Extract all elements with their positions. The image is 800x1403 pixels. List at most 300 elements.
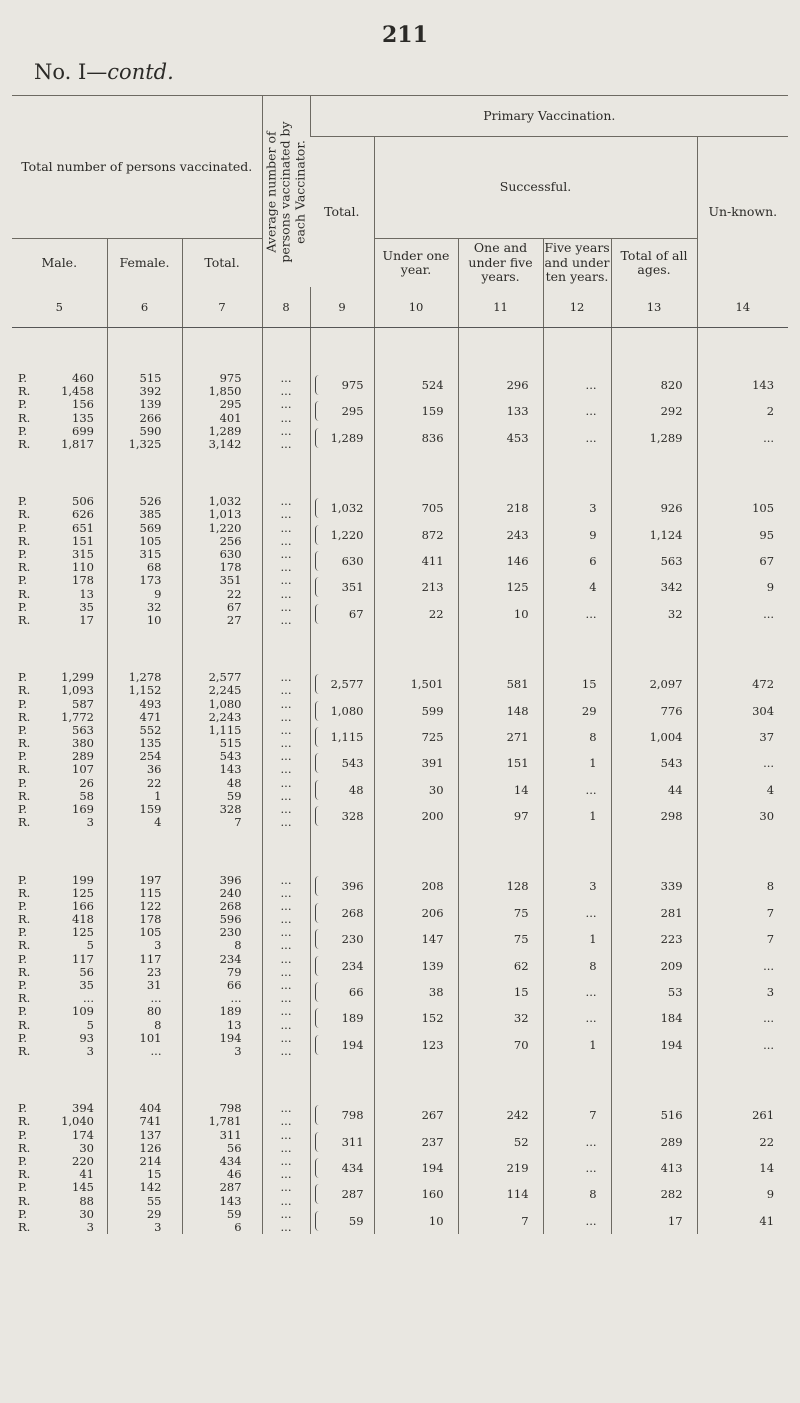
vaccination-type-label: R.: [18, 762, 31, 777]
total-value: 311: [219, 1127, 242, 1142]
spacer-cell: [12, 328, 107, 373]
under-one-value: 152: [421, 1011, 444, 1026]
total-value: 798: [219, 1101, 242, 1116]
primary-pair: [544, 750, 611, 776]
primary-total-value: 1,080: [330, 703, 364, 718]
primary-pair: [544, 953, 611, 979]
primary-pair: [375, 495, 458, 521]
primary-pair: [698, 926, 789, 952]
male-value-row: [12, 614, 107, 627]
primary-pair: [612, 522, 697, 548]
unknown-value: 14: [759, 1160, 775, 1175]
average-value: ...: [280, 802, 292, 817]
primary-pair: [375, 574, 458, 600]
primary-pair: [311, 926, 374, 952]
record-group: [12, 873, 788, 1058]
under-one-value: 524: [421, 378, 444, 392]
spacer-cell: [374, 627, 458, 671]
five-ten-value: 1: [589, 809, 597, 824]
primary-total-cell: [310, 495, 374, 627]
average-value: ...: [280, 938, 292, 953]
total-value: 2,243: [208, 709, 242, 724]
total-all-value: 1,289: [649, 430, 683, 445]
group-spacer: [12, 1058, 788, 1102]
vaccination-table: [12, 95, 788, 1234]
spacer-cell: [374, 829, 458, 873]
average-value: ...: [280, 436, 292, 451]
brace-mark: [315, 903, 322, 923]
primary-pair: [612, 1155, 697, 1181]
total-value: 8: [234, 938, 242, 953]
female-value: ...: [150, 1043, 162, 1058]
female-value: 392: [139, 384, 162, 399]
brace-mark: [315, 727, 322, 747]
primary-pair: [612, 953, 697, 979]
male-value-row: [12, 1129, 107, 1142]
male-value-row: [12, 601, 107, 614]
primary-total-value: 1,115: [330, 729, 364, 744]
total-value: 234: [219, 951, 242, 966]
total-all-value: 1,004: [649, 729, 683, 744]
record-group: [12, 495, 788, 627]
unknown-value: 7: [766, 932, 775, 947]
spacer-cell: [262, 627, 310, 671]
primary-pair: [612, 1032, 697, 1058]
primary-pair: [311, 522, 374, 548]
primary-pair: [698, 1129, 789, 1155]
total-value: 2,245: [208, 683, 242, 698]
primary-pair: [698, 750, 789, 776]
vaccination-type-label: P.: [18, 670, 28, 685]
vaccination-type-label: P.: [18, 546, 28, 561]
primary-pair: [311, 1208, 374, 1234]
primary-pair: [698, 372, 789, 398]
total-all-value: 342: [660, 580, 683, 595]
primary-pair: [375, 1129, 458, 1155]
one-five-header: One and under five years.: [458, 239, 543, 288]
spacer-cell: [543, 451, 611, 495]
total-value: 1,032: [208, 494, 242, 509]
male-value: ...: [83, 991, 94, 1006]
unknown-value: 2: [766, 404, 775, 419]
total-all-value: 292: [660, 404, 683, 419]
primary-pair: [612, 698, 697, 724]
primary-pair: [612, 1181, 697, 1207]
male-value: 460: [72, 371, 94, 386]
col-number: 10: [374, 287, 458, 328]
primary-pair: [375, 750, 458, 776]
primary-pair: [459, 803, 543, 829]
male-value: 35: [79, 599, 94, 614]
brace-mark: [315, 401, 322, 421]
average-value: ...: [280, 1043, 292, 1058]
spacer-cell: [182, 451, 262, 495]
female-value: 31: [146, 978, 162, 993]
total-value: 143: [219, 1193, 242, 1208]
five-ten-cell: [543, 873, 611, 1058]
average-cell: [262, 1102, 310, 1234]
female-value: 142: [139, 1180, 162, 1195]
primary-pair: [375, 398, 458, 424]
primary-pair: [612, 900, 697, 926]
primary-pair: [311, 777, 374, 803]
under-one-cell: [374, 873, 458, 1058]
primary-pair: [698, 1155, 789, 1181]
average-value: ...: [280, 991, 292, 1006]
total-cell: [182, 873, 262, 1058]
primary-pair: [698, 574, 789, 600]
male-value: 125: [72, 885, 94, 900]
primary-total-value: 287: [341, 1187, 364, 1202]
male-value: 166: [72, 898, 94, 913]
primary-pair: [459, 372, 543, 398]
male-value-row: [12, 398, 107, 411]
vaccination-type-label: R.: [18, 410, 31, 425]
male-value-row: [12, 1181, 107, 1194]
one-five-value: 151: [506, 756, 529, 771]
vaccination-type-label: R.: [18, 436, 31, 451]
unknown-value: 105: [752, 501, 775, 516]
male-value: 380: [72, 736, 94, 751]
record-group: [12, 1102, 788, 1234]
page-number: 211: [382, 22, 428, 48]
primary-pair: [612, 803, 697, 829]
under-one-value: 267: [421, 1108, 444, 1123]
spacer-cell: [262, 829, 310, 873]
primary-pair: [698, 522, 789, 548]
female-value: 3: [154, 938, 162, 953]
brace-mark: [315, 1035, 322, 1055]
spacer-cell: [12, 627, 107, 671]
male-value: 178: [72, 573, 94, 588]
spacer-cell: [182, 627, 262, 671]
vaccination-type-label: R.: [18, 586, 31, 601]
under-one-value: 123: [421, 1037, 444, 1052]
primary-pair: [612, 926, 697, 952]
brace-mark: [315, 428, 322, 448]
male-value: 169: [72, 802, 94, 817]
total-value: 2,577: [208, 670, 242, 685]
total-value: 240: [219, 885, 242, 900]
total-value: 178: [219, 560, 242, 575]
total-all-cell: [611, 873, 697, 1058]
five-ten-value: 3: [589, 879, 597, 894]
primary-pair: [612, 1129, 697, 1155]
unknown-value: ...: [763, 1037, 775, 1052]
primary-total-value: 2,577: [330, 677, 364, 692]
one-five-value: 14: [513, 782, 529, 797]
primary-pair: [459, 1005, 543, 1031]
female-value: 266: [139, 410, 162, 425]
primary-total-cell: [310, 873, 374, 1058]
col-number: 5: [12, 287, 107, 328]
male-value: 587: [72, 696, 94, 711]
unknown-cell: [697, 372, 788, 451]
male-value: 199: [72, 872, 94, 887]
average-value: ...: [280, 696, 292, 711]
col-number: 13: [611, 287, 697, 328]
col-number: 7: [182, 287, 262, 328]
primary-pair: [612, 750, 697, 776]
col-number: 14: [697, 287, 788, 328]
total-value: 1,013: [208, 507, 242, 522]
primary-total-value: 67: [348, 606, 364, 621]
five-ten-value: 8: [589, 729, 597, 744]
vaccination-type-label: R.: [18, 964, 31, 979]
primary-pair: [698, 495, 789, 521]
primary-pair: [698, 698, 789, 724]
total-header: Total.: [182, 239, 262, 288]
caption-prefix: No. I—: [34, 60, 108, 84]
col-number: 9: [310, 287, 374, 328]
under-one-value: 200: [421, 809, 444, 824]
vaccination-type-label: P.: [18, 1004, 28, 1019]
average-value: ...: [280, 599, 292, 614]
one-five-value: 125: [506, 580, 529, 595]
spacer-cell: [458, 627, 543, 671]
primary-pair: [311, 1155, 374, 1181]
male-value: 109: [72, 1004, 94, 1019]
primary-pair: [698, 873, 789, 899]
spacer-cell: [611, 328, 697, 373]
under-one-cell: [374, 671, 458, 829]
male-value-row: [12, 535, 107, 548]
total-value: 194: [219, 1030, 242, 1045]
male-value: 5: [86, 938, 94, 953]
brace-mark: [315, 701, 322, 721]
primary-total-value: 234: [341, 958, 364, 973]
primary-pair: [375, 372, 458, 398]
total-value: 3,142: [208, 436, 242, 451]
total-cell: [182, 1102, 262, 1234]
female-value: 23: [146, 964, 162, 979]
vaccination-type-label: P.: [18, 898, 28, 913]
vaccination-type-label: R.: [18, 788, 31, 803]
primary-pair: [311, 979, 374, 1005]
primary-total-value: 311: [341, 1134, 364, 1149]
five-ten-header: Five years and under ten years.: [543, 239, 611, 288]
primary-pair: [311, 574, 374, 600]
female-cell: [107, 495, 182, 627]
male-value: 35: [79, 978, 94, 993]
unknown-value: 7: [766, 905, 775, 920]
total-value: 143: [219, 762, 242, 777]
total-value: 1,220: [208, 520, 242, 535]
under-one-value: 38: [428, 985, 444, 1000]
primary-pair: [375, 671, 458, 697]
primary-pair: [311, 750, 374, 776]
female-header: Female.: [107, 239, 182, 288]
primary-pair: [612, 671, 697, 697]
total-all-value: 1,124: [649, 527, 683, 542]
primary-pair: [544, 803, 611, 829]
one-five-value: 114: [506, 1187, 529, 1202]
under-one-value: 411: [421, 553, 444, 568]
male-header: Male.: [41, 254, 78, 270]
one-five-value: 62: [513, 958, 529, 973]
unknown-header: Un-known.: [697, 137, 788, 288]
primary-pair: [311, 425, 374, 451]
primary-pair: [459, 425, 543, 451]
vaccination-type-label: R.: [18, 736, 31, 751]
male-value: 110: [72, 560, 94, 575]
male-value-row: [12, 698, 107, 711]
male-value: 1,772: [61, 709, 94, 724]
primary-total-value: 1,289: [330, 430, 364, 445]
total-value: 975: [219, 371, 242, 386]
female-value: 68: [146, 560, 162, 575]
brace-mark: [315, 753, 322, 773]
spacer-cell: [458, 451, 543, 495]
primary-pair: [544, 574, 611, 600]
unknown-cell: [697, 495, 788, 627]
female-value: 1: [154, 788, 162, 803]
one-five-value: 10: [513, 606, 529, 621]
primary-pair: [544, 425, 611, 451]
one-five-cell: [458, 873, 543, 1058]
female-value: 471: [139, 709, 162, 724]
five-ten-value: ...: [585, 606, 597, 621]
spacer-cell: [107, 829, 182, 873]
unknown-value: 30: [759, 809, 775, 824]
male-value: 1,299: [61, 670, 94, 685]
vaccination-type-label: R.: [18, 709, 31, 724]
primary-pair: [375, 926, 458, 952]
average-header: Average number of persons vaccinated by each Vaccinator.: [262, 96, 310, 288]
average-value: ...: [280, 978, 292, 993]
total-value: 515: [219, 736, 242, 751]
five-ten-value: 6: [589, 553, 597, 568]
female-value: 552: [139, 722, 162, 737]
male-value: 93: [79, 1030, 94, 1045]
one-five-cell: [458, 372, 543, 451]
female-value: 526: [139, 494, 162, 509]
five-ten-value: 9: [589, 527, 597, 542]
male-value: 41: [79, 1167, 94, 1182]
female-value: 1,325: [128, 436, 162, 451]
average-value: ...: [280, 925, 292, 940]
female-value: 22: [146, 775, 162, 790]
one-five-value: 218: [506, 501, 529, 516]
male-value: 220: [72, 1153, 94, 1168]
spacer-cell: [107, 451, 182, 495]
vaccination-type-label: P.: [18, 1180, 28, 1195]
total-value: 1,781: [208, 1114, 242, 1129]
under-one-value: 1,501: [410, 677, 444, 692]
five-ten-value: ...: [585, 985, 597, 1000]
brace-mark: [315, 498, 322, 518]
spacer-cell: [12, 1058, 107, 1102]
male-value: 30: [79, 1206, 94, 1221]
vaccination-type-label: P.: [18, 1030, 28, 1045]
primary-pair: [544, 1181, 611, 1207]
female-value: 55: [146, 1193, 162, 1208]
primary-total-cell: [310, 372, 374, 451]
under-one-value: 139: [421, 958, 444, 973]
male-value-row: [12, 953, 107, 966]
primary-total-value: 1,220: [330, 527, 364, 542]
total-all-value: 413: [660, 1160, 683, 1175]
primary-pair: [459, 1102, 543, 1128]
spacer-cell: [310, 451, 374, 495]
primary-pair: [459, 873, 543, 899]
total-value: 396: [219, 872, 242, 887]
under-one-value: 725: [421, 729, 444, 744]
male-value: 145: [72, 1180, 94, 1195]
primary-pair: [459, 926, 543, 952]
unknown-value: 4: [766, 782, 775, 797]
group-spacer: [12, 829, 788, 873]
primary-pair: [612, 724, 697, 750]
spacer-cell: [543, 328, 611, 373]
vaccination-type-label: R.: [18, 912, 31, 927]
spacer-cell: [12, 829, 107, 873]
primary-pair: [544, 777, 611, 803]
total-value: 630: [219, 546, 242, 561]
spacer-cell: [262, 451, 310, 495]
vaccination-type-label: R.: [18, 938, 31, 953]
male-value-row: [12, 711, 107, 724]
average-value: ...: [280, 560, 292, 575]
unknown-value: ...: [763, 1011, 775, 1026]
average-value: ...: [280, 586, 292, 601]
five-ten-value: 3: [589, 501, 597, 516]
vaccination-type-label: R.: [18, 1017, 31, 1032]
total-value: 295: [219, 397, 242, 412]
female-value: 4: [154, 815, 162, 830]
primary-pair: [311, 1102, 374, 1128]
male-value: 30: [79, 1140, 94, 1155]
spacer-cell: [310, 328, 374, 373]
female-value: 178: [139, 912, 162, 927]
male-cell: [12, 495, 107, 627]
primary-pair: [459, 1181, 543, 1207]
total-value: 66: [226, 978, 242, 993]
spacer-cell: [611, 829, 697, 873]
primary-pair: [311, 1005, 374, 1031]
male-value: 26: [79, 775, 94, 790]
male-value: 1,458: [61, 384, 94, 399]
male-value-row: [12, 763, 107, 776]
primary-pair: [698, 803, 789, 829]
average-value: ...: [280, 872, 292, 887]
spacer-cell: [458, 829, 543, 873]
primary-pair: [612, 1005, 697, 1031]
unknown-cell: [697, 671, 788, 829]
male-value: 107: [72, 762, 94, 777]
spacer-cell: [697, 328, 788, 373]
primary-pair: [612, 1102, 697, 1128]
male-value: 3: [86, 1043, 94, 1058]
table-caption: [34, 60, 174, 84]
total-value: ...: [230, 991, 242, 1006]
total-all-cell: [611, 372, 697, 451]
spacer-cell: [310, 1058, 374, 1102]
primary-pair: [544, 1102, 611, 1128]
female-value: 3: [154, 1219, 162, 1234]
total-value: 46: [226, 1167, 242, 1182]
total-value: 401: [219, 410, 242, 425]
male-value-row: [12, 425, 107, 438]
group-spacer: [12, 328, 788, 373]
male-value-row: [12, 1045, 107, 1058]
brace-mark: [315, 1184, 322, 1204]
total-cell: [182, 372, 262, 451]
primary-pair: [459, 495, 543, 521]
total-all-value: 53: [667, 985, 683, 1000]
primary-pair: [544, 495, 611, 521]
vaccination-type-label: P.: [18, 494, 28, 509]
